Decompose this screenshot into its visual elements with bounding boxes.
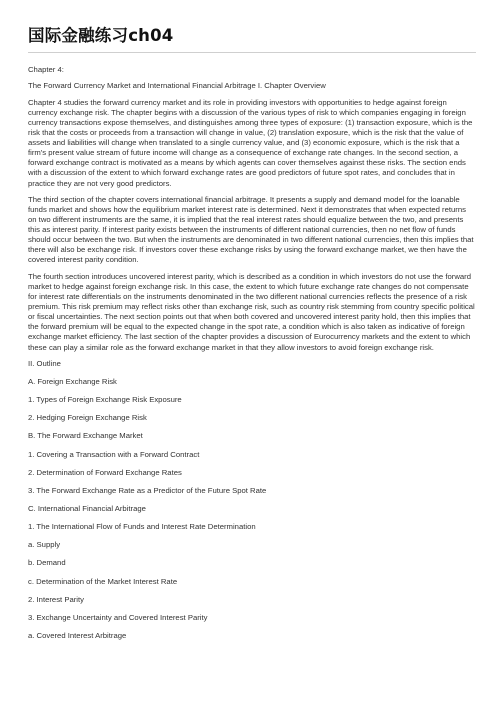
- overview-paragraph-2: The third section of the chapter covers international financial arbitrage. It presents a supply and demand model for the loanable funds market and shows how the equilibrium market interest rate is determined. Next it demonstrates that when expected returns on two different instruments are the same, it is implied that the real interest rates should equalize between the two, and presents this as interest parity. If interest parity exists between the instruments of different national currencies, then no net flow of funds should occur between the two. But when the instruments are denominated in two different national currencies, then this implies that there will also be exchange risk. If investors cover these exchange risks by using the forward exchange market, we then have the covered interest parity condition.: [28, 194, 474, 265]
- outline-heading: II. Outline: [28, 358, 61, 368]
- outline-item: 3. Exchange Uncertainty and Covered Interest Parity: [28, 612, 208, 622]
- outline-item: B. The Forward Exchange Market: [28, 431, 143, 441]
- document-title: 国际金融练习ch04: [28, 26, 174, 45]
- outline-item: 2. Interest Parity: [28, 594, 84, 604]
- outline-item: C. International Financial Arbitrage: [28, 504, 146, 514]
- outline-item: 2. Determination of Forward Exchange Rates: [28, 467, 182, 477]
- outline-item: A. Foreign Exchange Risk: [28, 377, 117, 387]
- chapter-label: Chapter 4:: [28, 65, 64, 74]
- outline-item: 1. The International Flow of Funds and Interest Rate Determination: [28, 522, 256, 532]
- outline-item: a. Supply: [28, 540, 61, 550]
- title-divider: [28, 52, 476, 53]
- outline-item: 1. Types of Foreign Exchange Risk Exposure: [28, 395, 182, 405]
- outline-item: 3. The Forward Exchange Rate as a Predictor of the Future Spot Rate: [28, 485, 267, 495]
- outline-item: c. Determination of the Market Interest Rate: [28, 576, 178, 586]
- outline-item: b. Demand: [28, 558, 66, 568]
- chapter-heading: The Forward Currency Market and International Financial Arbitrage I. Chapter Overview: [28, 81, 326, 91]
- outline-item: 1. Covering a Transaction with a Forward Contract: [28, 449, 200, 459]
- outline-item: a. Covered Interest Arbitrage: [28, 631, 127, 641]
- overview-paragraph-3: The fourth section introduces uncovered interest parity, which is described as a condition in which investors do not use the forward market to hedge against foreign exchange risk. In this case, the extent to which future exchange rate changes do not compensate for interest rate differentials on the instruments denominated in the two different national currencies reflects the presence of a risk premium. This risk premium may reflect risks other than exchange risk, such as country risk stemming from country specific political or fiscal uncertainties. The next section points out that when both covered and uncovered interest parity hold, then this implies that the forward premium will be equal to the expected change in the spot rate, a condition which is also taken as indicative of foreign exchange market efficiency. The last section of the chapter provides a discussion of Eurocurrency markets and the extent to which these can play a similar role as the forward exchange market in that they allow investors to avoid foreign exchange risk.: [28, 271, 475, 352]
- overview-paragraph-1: Chapter 4 studies the forward currency market and its role in providing investors with opportunities to hedge against foreign currency exchange risk. The chapter begins with a discussion of the various types of risk to which companies engaging in foreign currency transactions expose themselves, and distinguishes among three types of exposure: (1) transaction exposure, which is the risk that the costs or proceeds from a transaction will change in value, (2) translation exposure, which is the risk that the value of assets and liabilities will change when translated to a single currency value, and (3) economic exposure, which is the risk that a firm's present value stream of future income will change as a consequence of exchange rate changes. In the second section, a forward exchange contract is motivated as a means by which agents can cover themselves against these risks. The section ends with a discussion of the extent to which forward exchange rates are good predictors of future spot rates, and concludes that in practice they are not very good predictors.: [28, 97, 473, 188]
- outline-item: 2. Hedging Foreign Exchange Risk: [28, 413, 147, 423]
